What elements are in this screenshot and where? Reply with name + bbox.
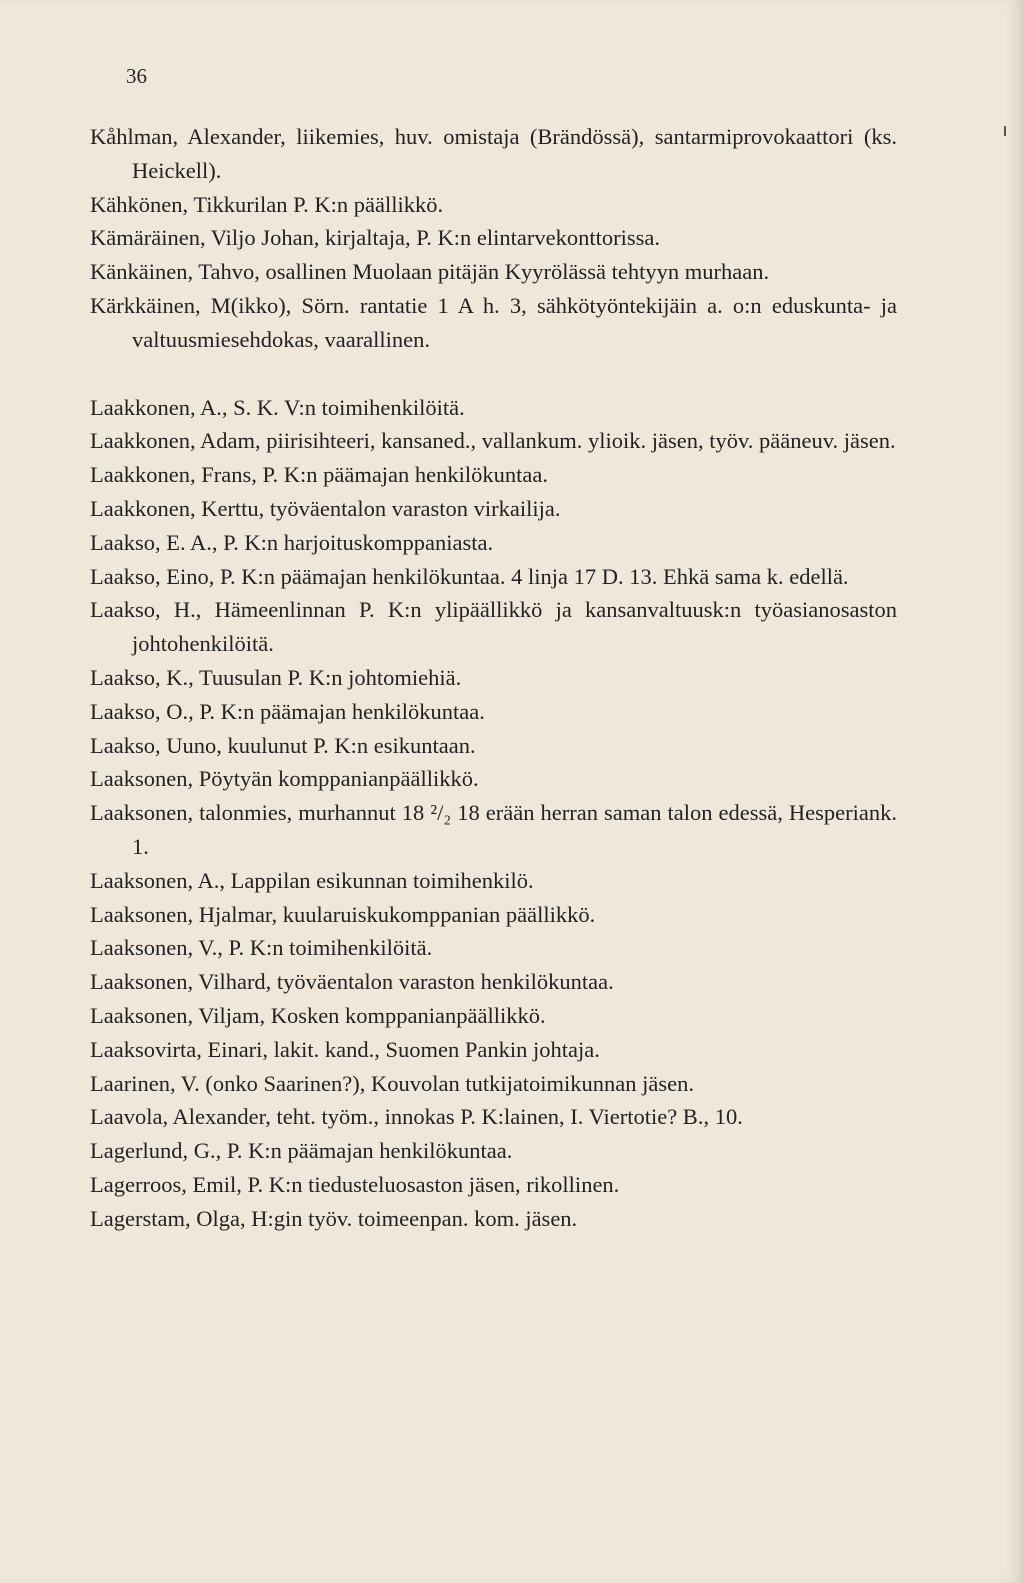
list-item: Laakkonen, A., S. K. V:n toimihenkilöitä. xyxy=(90,394,465,420)
list-item: Kåhlman, Alexander, liikemies, huv. omistaja (Brändössä), santarmiprovokaattori (ks. Heickell). xyxy=(90,124,897,183)
list-item: Laavola, Alexander, teht. työm., innokas P. K:lainen, I. Viertotie? B., 10. xyxy=(90,1104,743,1130)
list-item: Laaksonen, Hjalmar, kuularuiskukomppanian päällikkö. xyxy=(90,901,596,927)
list-item: Laakso, K., Tuusulan P. K:n johtomiehiä. xyxy=(90,664,462,690)
list-item: Laaksonen, V., P. K:n toimihenkilöitä. xyxy=(90,935,433,961)
list-item: Lagerlund, G., P. K:n päämajan henkilökuntaa. xyxy=(90,1138,513,1164)
list-item: Laakso, Eino, P. K:n päämajan henkilökuntaa. 4 linja 17 D. 13. Ehkä sama k. edellä. xyxy=(90,563,849,589)
list-item: Laaksovirta, Einari, lakit. kand., Suomen Pankin johtaja. xyxy=(90,1036,600,1062)
list-item: Laaksonen, A., Lappilan esikunnan toimihenkilö. xyxy=(90,867,534,893)
list-item: Kähkönen, Tikkurilan P. K:n päällikkö. xyxy=(90,191,444,217)
list-item: Laaksonen, Pöytyän komppanianpäällikkö. xyxy=(90,766,479,792)
page-number: 36 xyxy=(126,64,147,88)
list-item: Laakkonen, Adam, piirisihteeri, kansaned., vallankum. ylioik. jäsen, työv. pääneuv. jäsen. xyxy=(90,428,896,454)
list-item: Lagerstam, Olga, H:gin työv. toimeenpan. kom. jäsen. xyxy=(90,1205,578,1231)
list-item: Laakso, Uuno, kuulunut P. K:n esikuntaan. xyxy=(90,732,476,758)
list-item: Laakkonen, Frans, P. K:n päämajan henkilökuntaa. xyxy=(90,462,549,488)
list-item: Laakso, E. A., P. K:n harjoituskomppaniasta. xyxy=(90,529,494,555)
list-item: Laarinen, V. (onko Saarinen?), Kouvolan tutkijatoimikunnan jäsen. xyxy=(90,1070,695,1096)
list-item: Lagerroos, Emil, P. K:n tiedusteluosaston jäsen, rikollinen. xyxy=(90,1171,620,1197)
list-item: Laaksonen, Viljam, Kosken komppanianpäällikkö. xyxy=(90,1002,546,1028)
list-item: Laakso, H., Hämeenlinnan P. K:n ylipäällikkö ja kansanvaltuusk:n työasianosaston johtohenkilöitä. xyxy=(90,597,897,657)
list-item: Kämäräinen, Viljo Johan, kirjaltaja, P. K:n elintarvekonttorissa. xyxy=(90,225,660,251)
list-item: Kärkkäinen, M(ikko), Sörn. rantatie 1 A h. 3, sähkötyöntekijäin a. o:n eduskunta- ja valtuusmiesehdokas, vaarallinen. xyxy=(90,292,897,352)
entry-list xyxy=(90,120,897,1236)
list-item: Känkäinen, Tahvo, osallinen Muolaan pitäjän Kyyrölässä tehtyyn murhaan. xyxy=(90,259,770,285)
list-item: Laaksonen, Vilhard, työväentalon varaston henkilökuntaa. xyxy=(90,969,614,995)
list-item: Laakso, O., P. K:n päämajan henkilökuntaa. xyxy=(90,698,485,724)
list-item: Laakkonen, Kerttu, työväentalon varaston virkailija. xyxy=(90,495,561,521)
page-edge-mark xyxy=(1004,126,1006,136)
list-item: Laaksonen, talonmies, murhannut 18 ²/₂ 18 erään herran saman talon edessä, Hesperiank. 1. xyxy=(90,800,897,859)
